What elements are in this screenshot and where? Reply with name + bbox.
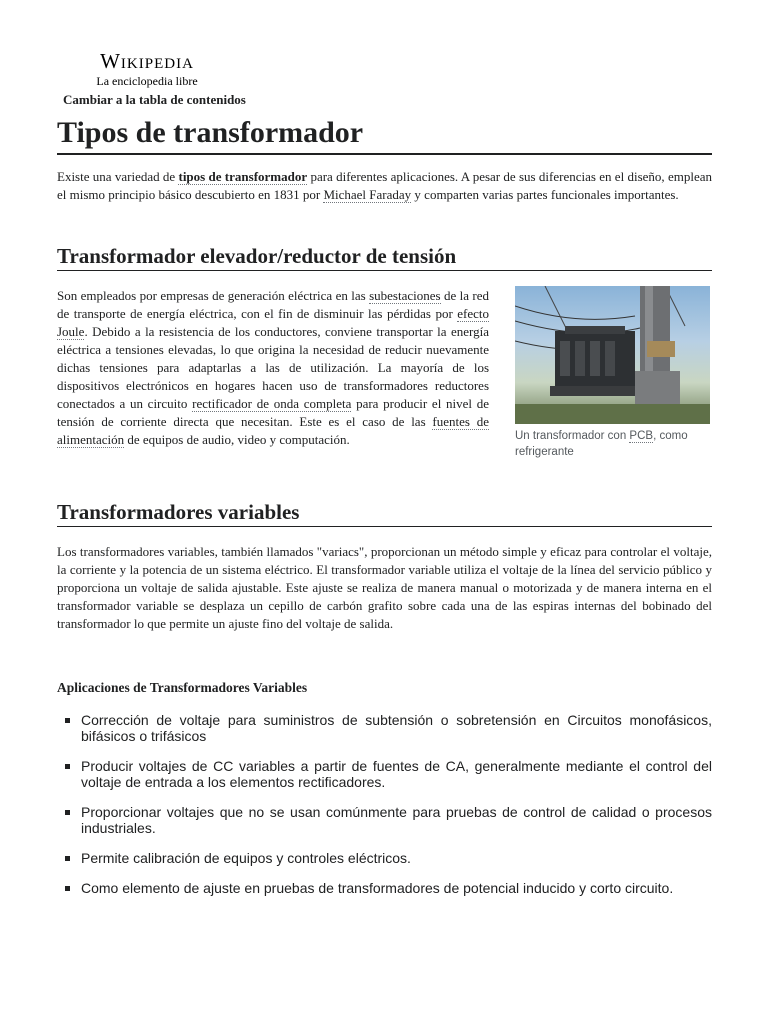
list-item-text: Corrección de voltaje para suministros de subtensión o sobretensión en Circuitos monofásicos, bifásicos o trifásicos: [81, 712, 712, 744]
list-item: [57, 850, 712, 866]
link-michael-faraday[interactable]: Michael Faraday: [323, 187, 412, 202]
section-heading-variables: Transformadores variables: [57, 498, 712, 527]
s1-text-2: de la red de transporte de energía eléctrica, con el fin de disminuir las pérdidas por: [57, 288, 489, 321]
intro-text-3: y comparten varias partes funcionales importantes.: [411, 187, 679, 202]
s1-text-3: . Debido a la resistencia de los conductores, conviene transportar la energía eléctrica a tensiones elevadas, lo que origina la necesidad de reducir nuevamente dichas tensiones para adaptarlas a las de utilización. La mayoría de los dispositivos electrónicos en hogares hacen uso de transformadores reductores conectados a un circuito: [57, 324, 489, 411]
wikipedia-logo[interactable]: [77, 50, 217, 88]
subheading-aplicaciones: Aplicaciones de Transformadores Variables: [57, 680, 308, 695]
transformer-photo[interactable]: [515, 286, 710, 424]
link-fuentes-de-alimentacion[interactable]: fuentes de alimentación: [57, 414, 490, 447]
link-pcb[interactable]: PCB: [629, 430, 654, 442]
link-rectificador-onda-completa[interactable]: rectificador de onda completa: [192, 396, 352, 411]
s1-text-1: Son empleados por empresas de generación eléctrica en las: [57, 288, 370, 303]
list-item-text: Proporcionar voltajes que no se usan comúnmente para pruebas de control de calidad o procesos industriales.: [81, 804, 712, 836]
caption-text-1: Un transformador con: [515, 430, 630, 442]
section-heading-elevador-reductor: Transformador elevador/reductor de tensión: [57, 242, 712, 271]
list-item: [57, 880, 712, 896]
figure-caption: [515, 428, 710, 460]
link-efecto-joule[interactable]: efecto Joule: [57, 306, 489, 339]
intro-text-1: Existe una variedad de: [57, 169, 179, 184]
list-item: [57, 758, 712, 790]
intro-paragraph: [57, 168, 712, 204]
figure-transformer: [515, 286, 710, 460]
s1-text-4: para producir el nivel de tensión de corriente directa que necesitan. Este es el caso de las: [57, 396, 490, 429]
logo-wordmark: Wikipedia: [100, 49, 194, 73]
list-item: [57, 804, 712, 836]
list-item: [57, 712, 712, 744]
list-item-text: Como elemento de ajuste en pruebas de transformadores de potencial inducido y corto circuito.: [81, 880, 674, 896]
list-item-text: Permite calibración de equipos y controles eléctricos.: [81, 850, 411, 866]
bullet-icon: [65, 810, 70, 815]
caption-text-2: , como refrigerante: [515, 430, 688, 458]
link-subestaciones[interactable]: subestaciones: [369, 288, 441, 303]
s1-text-5: de equipos de audio, video y computación.: [124, 432, 350, 447]
section1-paragraph: [57, 287, 489, 449]
toc-toggle-link[interactable]: Cambiar a la tabla de contenidos: [63, 92, 246, 107]
transformer-photo-illustration: [515, 286, 710, 424]
page-title: Tipos de transformador: [57, 113, 712, 155]
applications-list: [57, 712, 712, 910]
section2-paragraph: Los transformadores variables, también llamados "variacs", proporcionan un método simple y eficaz para controlar el voltaje, la corriente y la potencia de un sistema eléctrico. El transformador variable utiliza el voltaje de la línea del servicio público y proporciona un voltaje de salida ajustable. Este ajuste se realiza de manera manual o motorizada y de manera interna en el transformador variable se desplaza un cepillo de carbón grafito sobre cada una de las espiras internas del bobinado del transformador lo que permite un ajuste fino del voltaje de salida.: [57, 544, 712, 631]
link-tipos-de-transformador[interactable]: tipos de transformador: [178, 169, 308, 184]
bullet-icon: [65, 718, 70, 723]
list-item-text: Producir voltajes de CC variables a partir de fuentes de CA, generalmente mediante el control del voltaje de entrada a los elementos rectificadores.: [81, 758, 712, 790]
bullet-icon: [65, 856, 70, 861]
bullet-icon: [65, 764, 70, 769]
logo-tagline: La enciclopedia libre: [96, 74, 198, 88]
bullet-icon: [65, 886, 70, 891]
intro-text-2: para diferentes aplicaciones. A pesar de sus diferencias en el diseño, emplean el mismo principio básico descubierto en 1831 por: [57, 169, 712, 202]
